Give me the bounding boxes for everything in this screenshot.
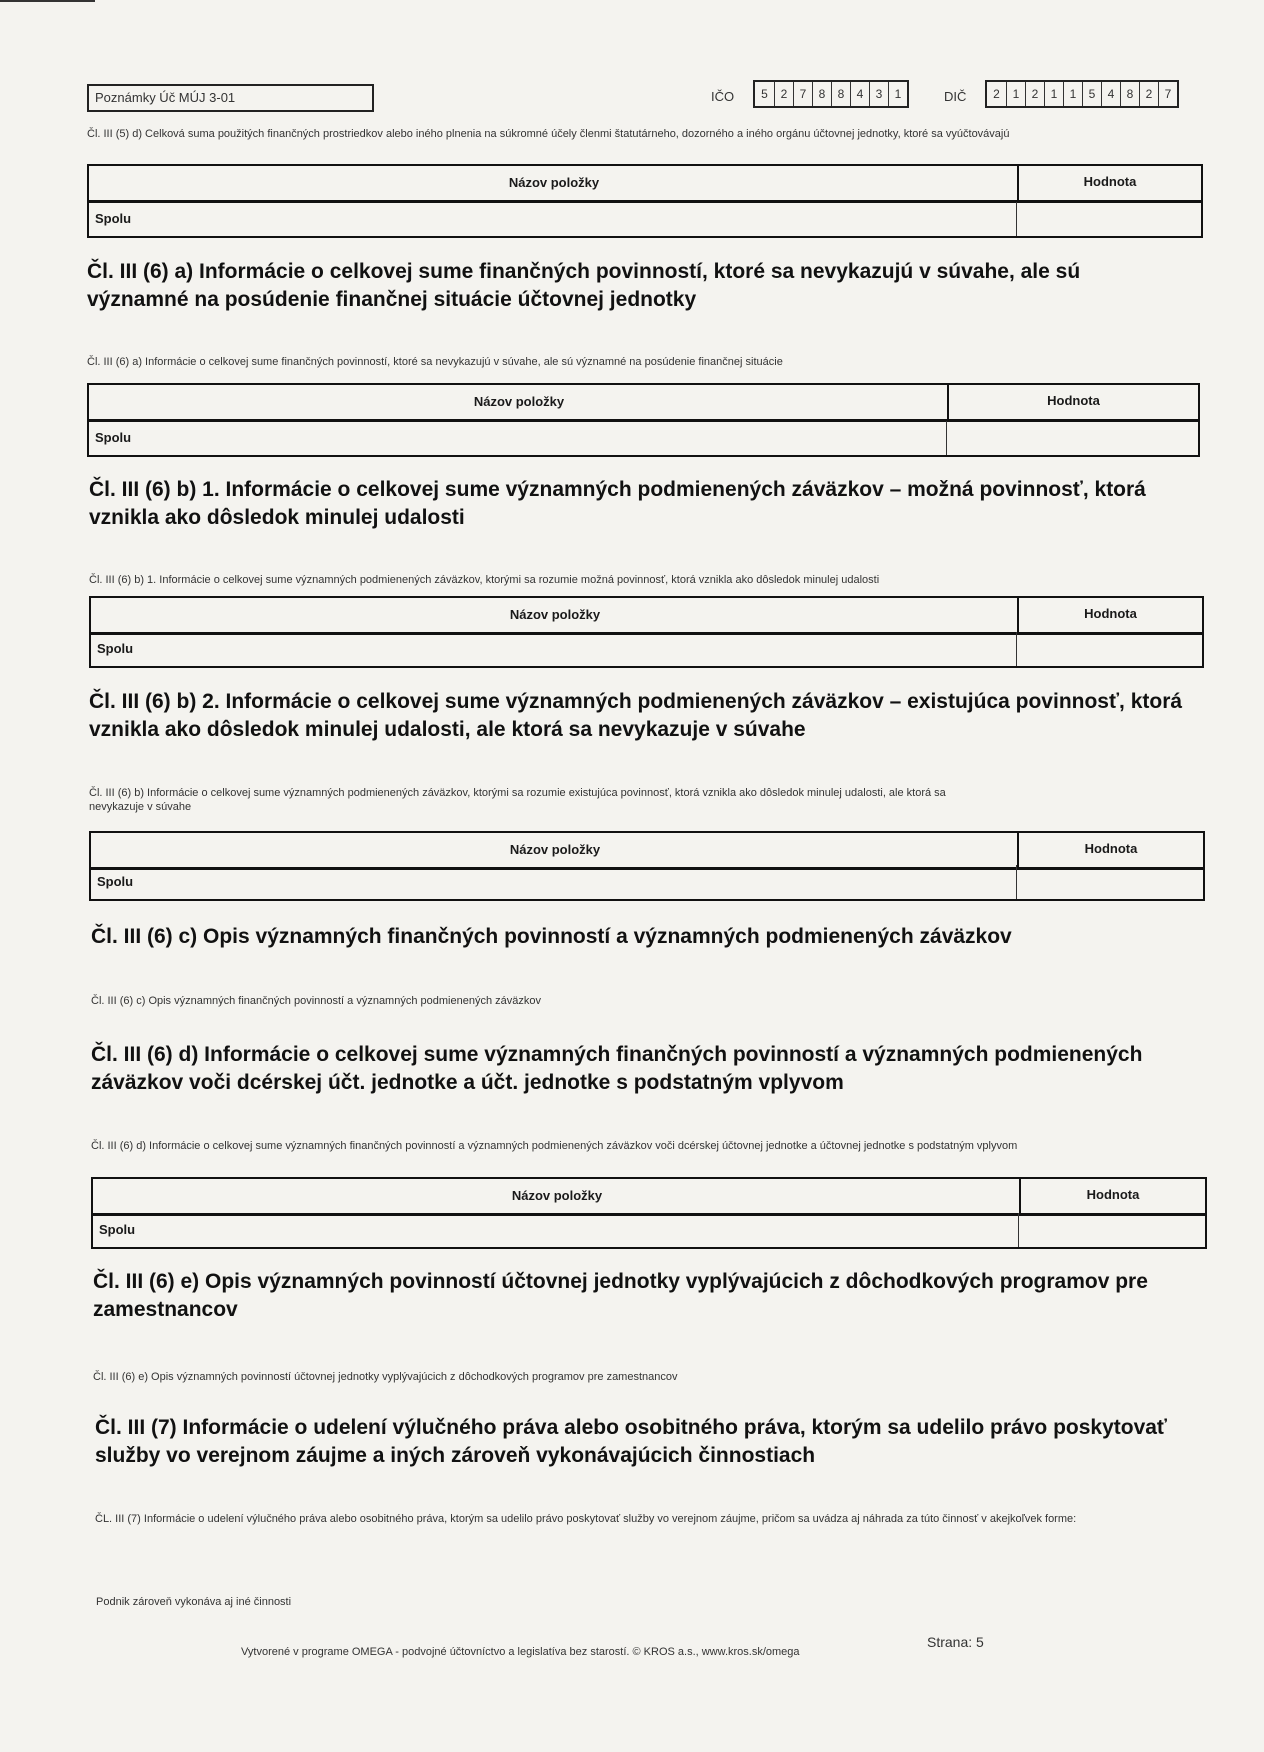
ico-digits [753, 80, 909, 108]
heading-6d: Čl. III (6) d) Informácie o celkovej sume významných finančných povinností a významných podmienených záväzkov voči dcérskej účt. jednotke a účt. jednotke s podstatným vplyvom [91, 1043, 1143, 1094]
value-header: Hodnota [1017, 833, 1203, 867]
note-6e: Čl. III (6) e) Opis významných povinností účtovnej jednotky vyplývajúcich z dôchodkových programov pre zamestnancov [93, 1371, 678, 1383]
dic-label: DIČ [944, 89, 967, 104]
value-header: Hodnota [1017, 598, 1202, 632]
note-7-extra: Podnik zároveň vykonáva aj iné činnosti [96, 1596, 292, 1608]
heading-6c: Čl. III (6) c) Opis významných finančných povinností a významných podmienených záväzkov [91, 925, 1012, 948]
value-header: Hodnota [947, 385, 1198, 419]
dic-digit: 5 [1082, 82, 1101, 106]
total-value-cell[interactable] [1016, 865, 1203, 899]
ico-digit: 4 [850, 82, 869, 106]
note-6d: Čl. III (6) d) Informácie o celkovej sume významných finančných povinností a významných podmienených záväzkov voči dcérskej účtovnej jednotke a účtovnej jednotke s podstatným vplyvom [91, 1140, 1018, 1152]
total-value-cell[interactable] [1018, 1213, 1205, 1247]
dic-digit: 7 [1158, 82, 1177, 106]
form-label: Poznámky Úč MÚJ 3-01 [87, 84, 374, 112]
table-6d [91, 1177, 1207, 1249]
heading-7: Čl. III (7) Informácie o udelení výlučného práva alebo osobitného práva, ktorým sa udelilo právo poskytovať služby vo verejnom záujme a iných zároveň vykonávajúcich činnostiach [95, 1416, 1167, 1467]
heading-6e: Čl. III (6) e) Opis významných povinností účtovnej jednotky vyplývajúcich z dôchodkových programov pre zamestnancov [93, 1270, 1148, 1321]
dic-digit: 1 [1044, 82, 1063, 106]
table-6a [87, 383, 1200, 457]
heading-6a: Čl. III (6) a) Informácie o celkovej sume finančných povinností, ktoré sa nevykazujú v súvahe, ale sú významné na posúdenie finančnej situácie účtovnej jednotky [87, 260, 1081, 311]
total-value-cell[interactable] [1016, 202, 1201, 236]
note-6a: Čl. III (6) a) Informácie o celkovej sume finančných povinností, ktoré sa nevykazujú v súvahe, ale sú významné na posúdenie finančnej situácie [87, 356, 783, 368]
dic-digit: 2 [1025, 82, 1044, 106]
total-label: Spolu [95, 211, 132, 226]
footer-credit: Vytvorené v programe OMEGA - podvojné účtovníctvo a legislatíva bez starostí. © KROS a.s., www.kros.sk/omega [241, 1646, 800, 1658]
total-label: Spolu [97, 874, 134, 889]
dic-digits [985, 80, 1179, 108]
ico-digit: 8 [812, 82, 831, 106]
table-6b1 [89, 596, 1204, 668]
name-header: Názov položky [508, 175, 600, 190]
top-rule [0, 0, 95, 2]
note-7: ČL. III (7) Informácie o udelení výlučného práva alebo osobitného práva, ktorým sa udelilo právo poskytovať služby vo verejnom záujme, pričom sa uvádza aj náhrada za túto činnosť v akejkoľvek forme: [95, 1513, 1077, 1525]
ico-digit: 2 [774, 82, 793, 106]
note-6b2: Čl. III (6) b) Informácie o celkovej sume významných podmienených záväzkov, ktorými sa rozumie existujúca povinnosť, ktorá vznikla ako dôsledok minulej udalosti, ale ktorá sa nevykazuje v súvahe [89, 787, 946, 813]
total-label: Spolu [95, 430, 132, 445]
total-value-cell[interactable] [946, 421, 1198, 455]
ico-digit: 8 [831, 82, 850, 106]
heading-6b1: Čl. III (6) b) 1. Informácie o celkovej sume významných podmienených záväzkov – možná povinnosť, ktorá vznikla ako dôsledok minulej udalosti [89, 478, 1146, 529]
ico-digit: 5 [761, 87, 768, 101]
dic-digit: 2 [1139, 82, 1158, 106]
value-header: Hodnota [1019, 1179, 1205, 1213]
name-header: Názov položky [473, 394, 565, 409]
name-header: Názov položky [511, 1188, 603, 1203]
note-5d: Čl. III (5) d) Celková suma použitých finančných prostriedkov alebo iného plnenia na súkromné účely členmi štatutárneho, dozorného a iného orgánu účtovnej jednotky, ktoré sa vyúčtovávajú [87, 128, 1010, 140]
ico-label: IČO [711, 89, 735, 104]
value-header: Hodnota [1017, 166, 1201, 200]
ico-digit: 1 [888, 82, 907, 106]
name-header: Názov položky [509, 607, 601, 622]
dic-digit: 4 [1101, 82, 1120, 106]
dic-digit: 8 [1120, 82, 1139, 106]
heading-6b2: Čl. III (6) b) 2. Informácie o celkovej sume významných podmienených záväzkov – existujúca povinnosť, ktorá vznikla ako dôsledok minulej udalosti, ale ktorá sa nevykazuje v súvahe [89, 690, 1183, 741]
total-value-cell[interactable] [1016, 632, 1202, 666]
table-6b2 [89, 831, 1205, 901]
dic-digit: 2 [993, 87, 1000, 101]
table-5d [87, 164, 1203, 238]
name-header: Názov položky [509, 842, 601, 857]
total-label: Spolu [99, 1222, 136, 1237]
ico-digit: 7 [793, 82, 812, 106]
note-6b1: Čl. III (6) b) 1. Informácie o celkovej sume významných podmienených záväzkov, ktorými sa rozumie možná povinnosť, ktorá vznikla ako dôsledok minulej udalosti [89, 574, 880, 586]
dic-digit: 1 [1006, 82, 1025, 106]
dic-digit: 1 [1063, 82, 1082, 106]
note-6c: Čl. III (6) c) Opis významných finančných povinností a významných podmienených záväzkov [91, 995, 541, 1007]
ico-digit: 3 [869, 82, 888, 106]
total-label: Spolu [97, 641, 134, 656]
page-number: Strana: 5 [927, 1634, 984, 1650]
